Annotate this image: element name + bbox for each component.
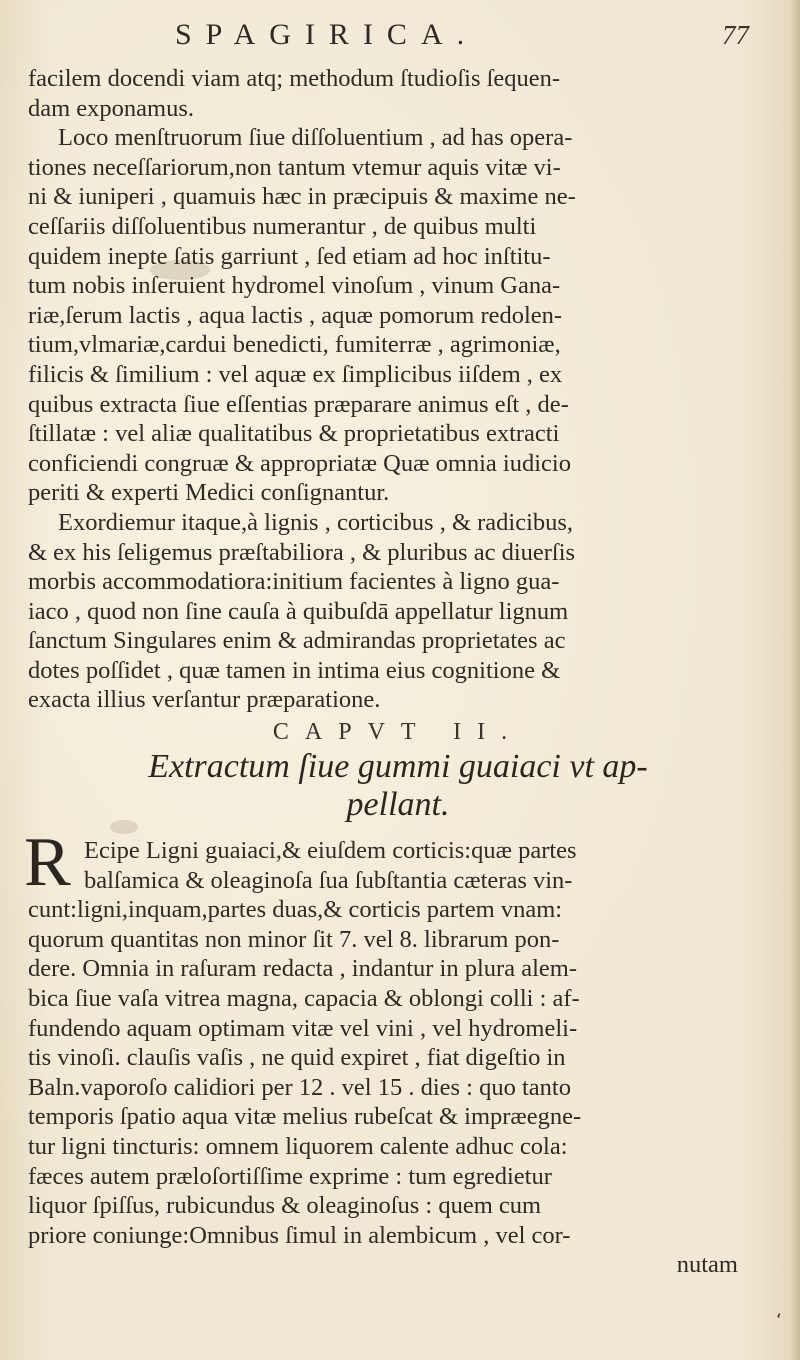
catchword: nutam	[676, 1251, 738, 1279]
text-line: periti & experti Medici conſignantur.	[28, 479, 390, 507]
chapter-heading: CAPVT II.	[272, 719, 524, 746]
text-line: fæces autem præloſortiſſime exprime : tum egredietur	[28, 1162, 552, 1190]
text-line: temporis ſpatio aqua vitæ melius rubeſcat & impræegne-	[28, 1103, 582, 1131]
recipe-paragraph	[24, 824, 768, 1280]
text-line: tis vinoſi. clauſis vaſis , ne quid expiret , fiat digeſtio in	[28, 1044, 566, 1072]
text-line: tium,vlmariæ,cardui benedicti, fumiterræ , agrimoniæ,	[28, 331, 561, 359]
text-line: ſtillatæ : vel aliæ qualitatibus & proprietatibus extracti	[28, 420, 560, 448]
text-line: fundendo aquam optimam vitæ vel vini , vel hydromeli-	[28, 1014, 578, 1042]
text-line: tiones neceſſariorum,non tantum vtemur aquis vitæ vi-	[28, 153, 561, 181]
text-line: ceſſariis diſſoluentibus numerantur , de quibus multi	[28, 212, 537, 240]
text-line: facilem docendi viam atq; methodum ſtudioſis ſequen-	[28, 65, 561, 92]
text-line: bica ſiue vaſa vitrea magna, capacia & oblongi colli : af-	[28, 985, 580, 1013]
chapter-title-line: Extractum ſiue gummi guaiaci vt ap-	[148, 748, 648, 786]
running-head	[0, 18, 800, 62]
chapter-title	[28, 748, 768, 824]
body-text	[24, 64, 768, 1280]
text-line: quorum quantitas non minor ſit 7. vel 8. librarum pon-	[28, 925, 560, 953]
text-line: Ecipe Ligni guaiaci,& eiuſdem corticis:quæ partes	[84, 837, 577, 865]
text-line: tum nobis inſeruient hydromel vinoſum , vinum Gana-	[28, 272, 561, 300]
text-line: dere. Omnia in raſuram redacta , indantur in plura alem-	[28, 955, 577, 983]
text-line: cunt:ligni,inquam,partes duas,& corticis partem vnam:	[28, 896, 563, 924]
running-title: SPAGIRICA.	[175, 18, 479, 51]
margin-pencil-mark: ʻ	[776, 1310, 782, 1331]
text-line: exacta illius verſantur præparatione.	[28, 686, 381, 714]
text-line: tur ligni tincturis: omnem liquorem calente adhuc cola:	[28, 1133, 568, 1160]
chapter-title-line: pellant.	[346, 786, 450, 824]
drop-cap: R	[24, 824, 71, 902]
text-line: & ex his ſeligemus præſtabiliora , & pluribus ac diuerſis	[28, 538, 576, 566]
text-line: Baln.vaporoſo calidiori per 12 . vel 15 . dies : quo tanto	[28, 1073, 571, 1101]
text-line: filicis & ſimilium : vel aquæ ex ſimplicibus iiſdem , ex	[28, 360, 563, 388]
page-number: 77	[722, 20, 749, 50]
text-line: ni & iuniperi , quamuis hæc in præcipuis & maxime ne-	[28, 183, 576, 211]
text-line: morbis accommodatiora:initium facientes à ligno gua-	[28, 568, 560, 596]
text-line: Loco menſtruorum ſiue diſſoluentium , ad has opera-	[58, 124, 573, 152]
text-line: dam exponamus.	[28, 94, 195, 122]
text-line: ſanctum Singulares enim & admirandas proprietates ac	[28, 627, 566, 655]
text-line: priore coniunge:Omnibus ſimul in alembicum , vel cor-	[28, 1221, 571, 1249]
text-line: Exordiemur itaque,à lignis , corticibus , & radicibus,	[58, 508, 574, 536]
text-line: quidem inepte ſatis garriunt , ſed etiam ad hoc inſtitu-	[28, 242, 551, 270]
text-line: quibus extracta ſiue eſſentias præparare animus eſt , de-	[28, 390, 569, 418]
text-line: iaco , quod non ſine cauſa à quibuſdā appellatur lignum	[28, 597, 569, 625]
text-line: conficiendi congruæ & appropriatæ Quæ omnia iudicio	[28, 449, 571, 477]
text-line: riæ,ſerum lactis , aqua lactis , aquæ pomorum redolen-	[28, 301, 563, 329]
page-edge-shadow	[790, 0, 800, 1360]
text-line: liquor ſpiſſus, rubicundus & oleaginoſus : quem cum	[28, 1192, 542, 1220]
text-line: balſamica & oleaginoſa ſua ſubſtantia cæteras vin-	[84, 866, 573, 894]
text-line: dotes poſſidet , quæ tamen in intima eius cognitione &	[28, 656, 561, 684]
